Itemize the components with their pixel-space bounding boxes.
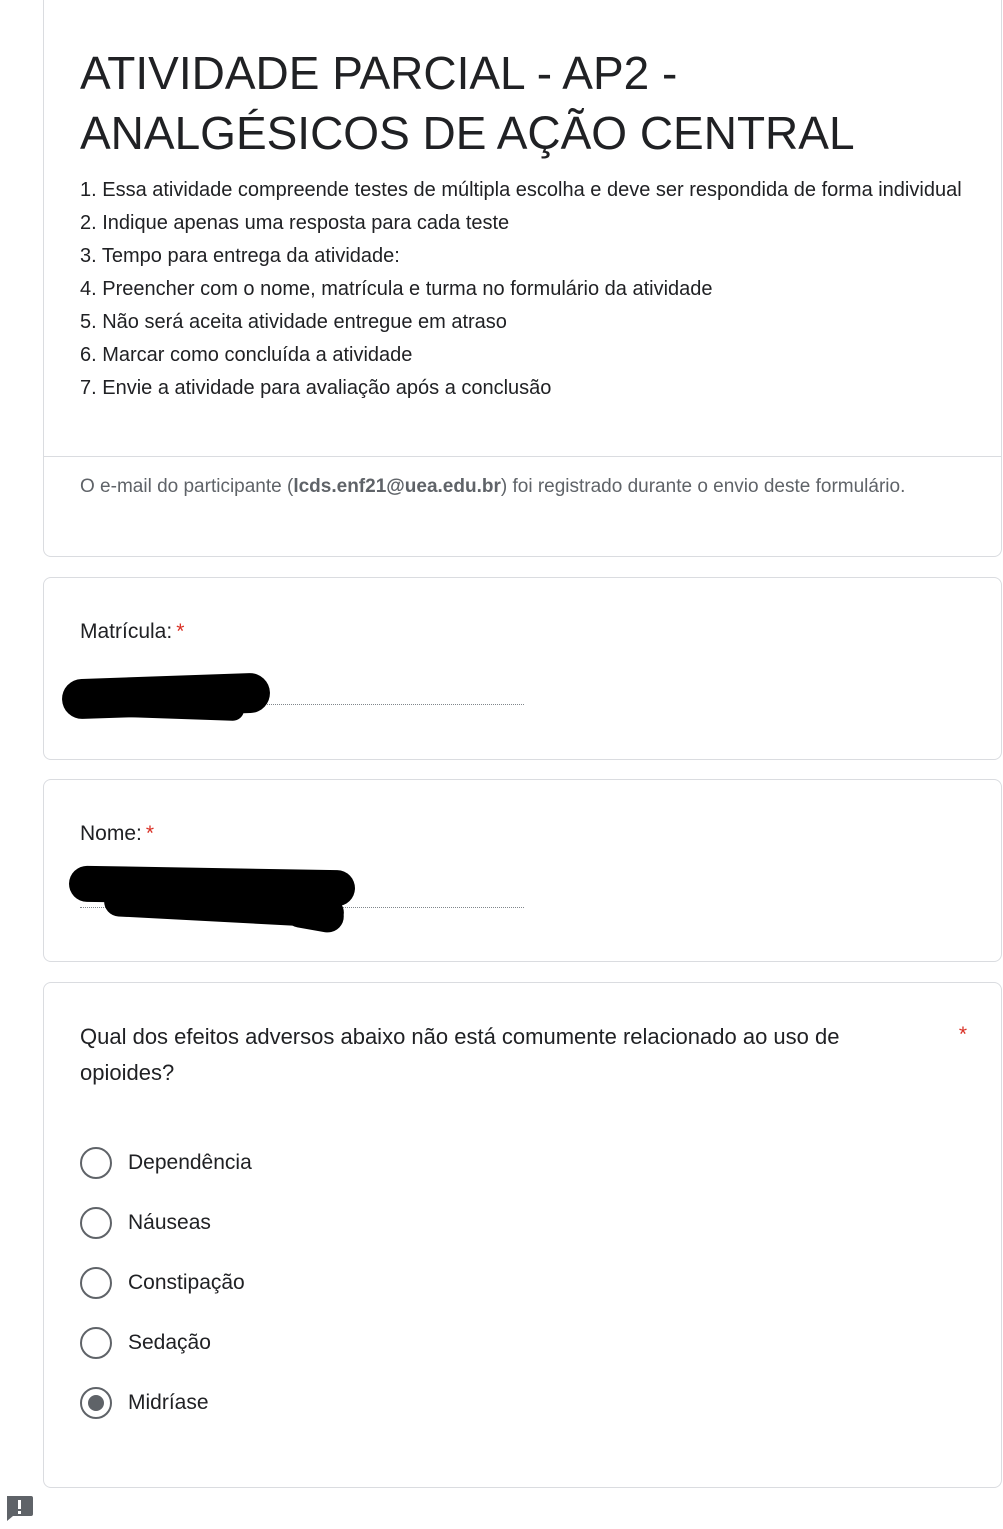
nome-label-text: Nome: xyxy=(80,822,142,845)
radio-button[interactable] xyxy=(80,1327,112,1359)
option-constipacao[interactable] xyxy=(80,1265,245,1301)
header-divider xyxy=(44,456,1001,457)
opioid-question-card xyxy=(43,982,1002,1488)
matricula-label xyxy=(80,617,184,647)
description-line: 2. Indique apenas uma resposta para cada teste xyxy=(80,212,510,234)
description-line: 7. Envie a atividade para avaliação após a conclusão xyxy=(80,377,552,399)
option-dependencia[interactable] xyxy=(80,1145,252,1181)
matricula-label-text: Matrícula: xyxy=(80,620,173,643)
required-asterisk: * xyxy=(958,1023,967,1046)
radio-button[interactable] xyxy=(80,1147,112,1179)
question-text: Qual dos efeitos adversos abaixo não está comumente relacionado ao uso de opioides? xyxy=(80,1024,840,1085)
nome-question-card xyxy=(43,779,1002,962)
report-problem-icon[interactable] xyxy=(4,1494,34,1522)
participant-email: lcds.enf21@uea.edu.br xyxy=(293,476,501,497)
option-label: Midríase xyxy=(128,1391,209,1414)
option-nauseas[interactable] xyxy=(80,1205,211,1241)
option-label: Náuseas xyxy=(128,1211,211,1234)
form-description xyxy=(80,174,970,405)
radio-button[interactable] xyxy=(80,1267,112,1299)
email-recorded-note xyxy=(80,472,940,502)
email-note-prefix: O e-mail do participante ( xyxy=(80,476,294,497)
description-line: 4. Preencher com o nome, matrícula e turma no formulário da atividade xyxy=(80,278,713,300)
radio-button-selected[interactable] xyxy=(80,1387,112,1419)
form-title: ATIVIDADE PARCIAL - AP2 - ANALGÉSICOS DE AÇÃO CENTRAL xyxy=(80,47,855,159)
required-asterisk: * xyxy=(176,620,185,643)
matricula-question-card xyxy=(43,577,1002,760)
description-line: 5. Não será aceita atividade entregue em atraso xyxy=(80,311,507,333)
required-asterisk: * xyxy=(145,822,155,845)
nome-label xyxy=(80,819,154,849)
option-sedacao[interactable] xyxy=(80,1325,211,1361)
option-label: Dependência xyxy=(128,1151,252,1174)
option-midriase[interactable] xyxy=(80,1385,209,1421)
description-line: 6. Marcar como concluída a atividade xyxy=(80,344,413,366)
form-header-card xyxy=(43,0,1002,557)
description-line: 3. Tempo para entrega da atividade: xyxy=(80,245,400,267)
email-note-suffix: ) foi registrado durante o envio deste formulário. xyxy=(500,476,906,497)
option-label: Sedação xyxy=(128,1331,211,1354)
option-label: Constipação xyxy=(128,1271,245,1294)
radio-button[interactable] xyxy=(80,1207,112,1239)
description-line: 1. Essa atividade compreende testes de múltipla escolha e deve ser respondida de forma individual xyxy=(80,179,962,201)
